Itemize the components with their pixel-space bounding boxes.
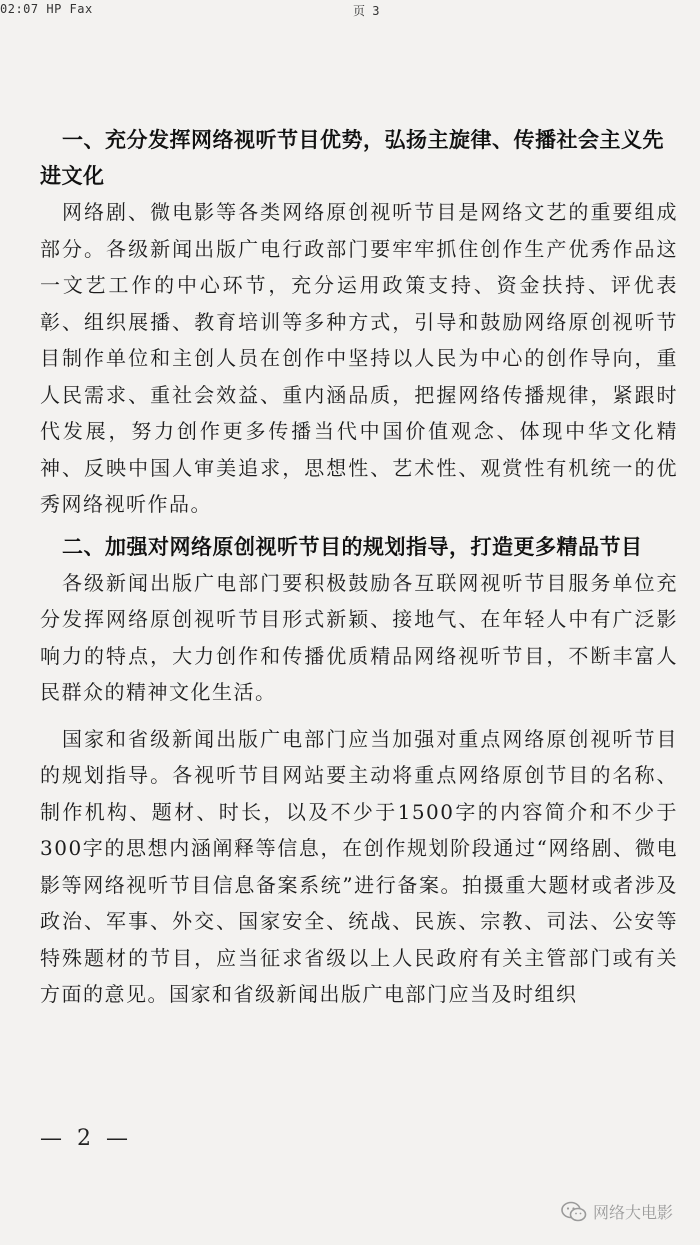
fax-timestamp: 02:07 HP Fax	[0, 2, 93, 16]
section-1-heading: 一、充分发挥网络视听节目优势，弘扬主旋律、传播社会主义先进文化	[40, 128, 664, 188]
document-body	[40, 122, 678, 1013]
fax-page-label: 页 3	[353, 4, 380, 18]
section-1-paragraph: 网络剧、微电影等各类网络原创视听节目是网络文艺的重要组成部分。各级新闻出版广电行政部门要牢牢抓住创作生产优秀作品这一文艺工作的中心环节，充分运用政策支持、资金扶持、评优表彰、组织展播、教育培训等多种方式，引导和鼓励网络原创视听节目制作单位和主创人员在创作中坚持以人民为中心的创作导向，重人民需求、重社会效益、重内涵品质，把握网络传播规律，紧跟时代发展，努力创作更多传播当代中国价值观念、体现中华文化精神、反映中国人审美追求，思想性、艺术性、观赏性有机统一的优秀网络视听作品。	[40, 200, 678, 516]
section-2-paragraph-1: 各级新闻出版广电部门要积极鼓励各互联网视听节目服务单位充分发挥网络原创视听节目形式新颖、接地气、在年轻人中有广泛影响力的特点，大力创作和传播优质精品网络视听节目，不断丰富人民群众的精神文化生活。	[40, 570, 678, 704]
section-2-heading: 二、加强对网络原创视听节目的规划指导，打造更多精品节目	[62, 534, 643, 559]
fax-header	[0, 0, 700, 22]
section-2-paragraph-2: 国家和省级新闻出版广电部门应当加强对重点网络原创视听节目的规划指导。各视听节目网站要主动将重点网络原创节目的名称、制作机构、题材、时长，以及不少于1500字的内容简介和不少于300字的思想内涵阐释等信息，在创作规划阶段通过“网络剧、微电影等网络视听节目信息备案系统”进行备案。拍摄重大题材或者涉及政治、军事、外交、国家安全、统战、民族、宗教、司法、公安等特殊题材的节目，应当征求省级以上人民政府有关主管部门或有关方面的意见。国家和省级新闻出版广电部门应当及时组织	[40, 726, 678, 1006]
wechat-icon	[561, 1201, 587, 1223]
watermark-text: 网络大电影	[593, 1203, 674, 1222]
page-number: — 2 —	[40, 1126, 132, 1151]
watermark	[561, 1200, 673, 1223]
